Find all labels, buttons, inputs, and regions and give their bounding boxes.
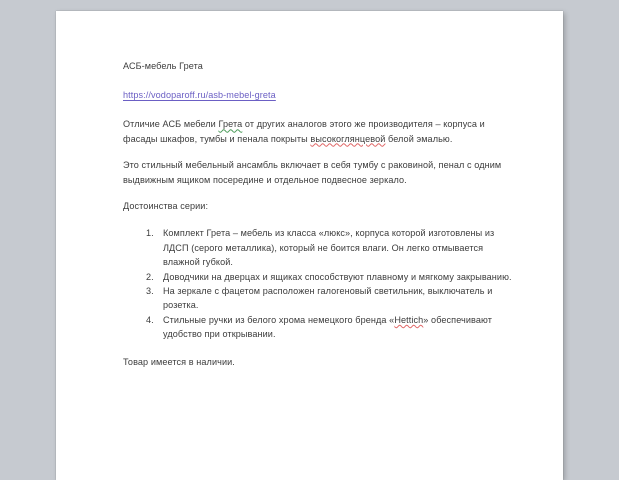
product-page-link[interactable]: https://vodoparoff.ru/asb-mebel-greta [123, 90, 276, 101]
spelling-flagged-word-vysokoglyantsevoy[interactable]: высокоглянцевой [310, 133, 386, 144]
paragraph-difference-part-3: белой эмалью. [385, 133, 453, 144]
list-item-part-1: Стильные ручки из белого хрома немецкого бренда « [163, 315, 395, 326]
list-item [163, 313, 515, 341]
paragraph-difference [123, 117, 515, 145]
list-item-part-2: » обеспечивают удобство при открывании. [163, 315, 492, 340]
document-page [56, 11, 563, 480]
paragraph-advantages-label: Достоинства серии: [123, 201, 209, 212]
paragraph-difference-part-2: от других аналогов этого же производителя – корпуса и фасады шкафов, тумбы и пенала покрыты [123, 119, 485, 144]
paragraph-difference-part-1: Отличие АСБ мебели [123, 119, 219, 130]
list-item: Комплект Грета – мебель из класса «люкс», корпуса которой изготовлены из ЛДСП (серого металлика), который не боится влаги. Он легко отмывается влажной губкой. [163, 228, 495, 267]
advantages-list [123, 226, 515, 341]
list-item: На зеркале с фацетом расположен галогеновый светильник, выключатель и розетка. [163, 286, 493, 311]
paragraph-availability: Товар имеется в наличии. [123, 356, 235, 367]
grammar-flagged-word-greta[interactable]: Грета [218, 119, 243, 130]
document-link-paragraph [123, 88, 515, 102]
spelling-flagged-word-hettich[interactable]: Hettich [394, 315, 424, 326]
list-item: Доводчики на дверцах и ящиках способствуют плавному и мягкому закрыванию. [163, 271, 512, 282]
document-heading: АСБ-мебель Грета [123, 61, 203, 71]
document-body [123, 59, 515, 369]
paragraph-ensemble: Это стильный мебельный ансамбль включает в себя тумбу с раковиной, пенал с одним выдвижным ящиком посередине и отдельное подвесное зеркало. [123, 160, 502, 185]
